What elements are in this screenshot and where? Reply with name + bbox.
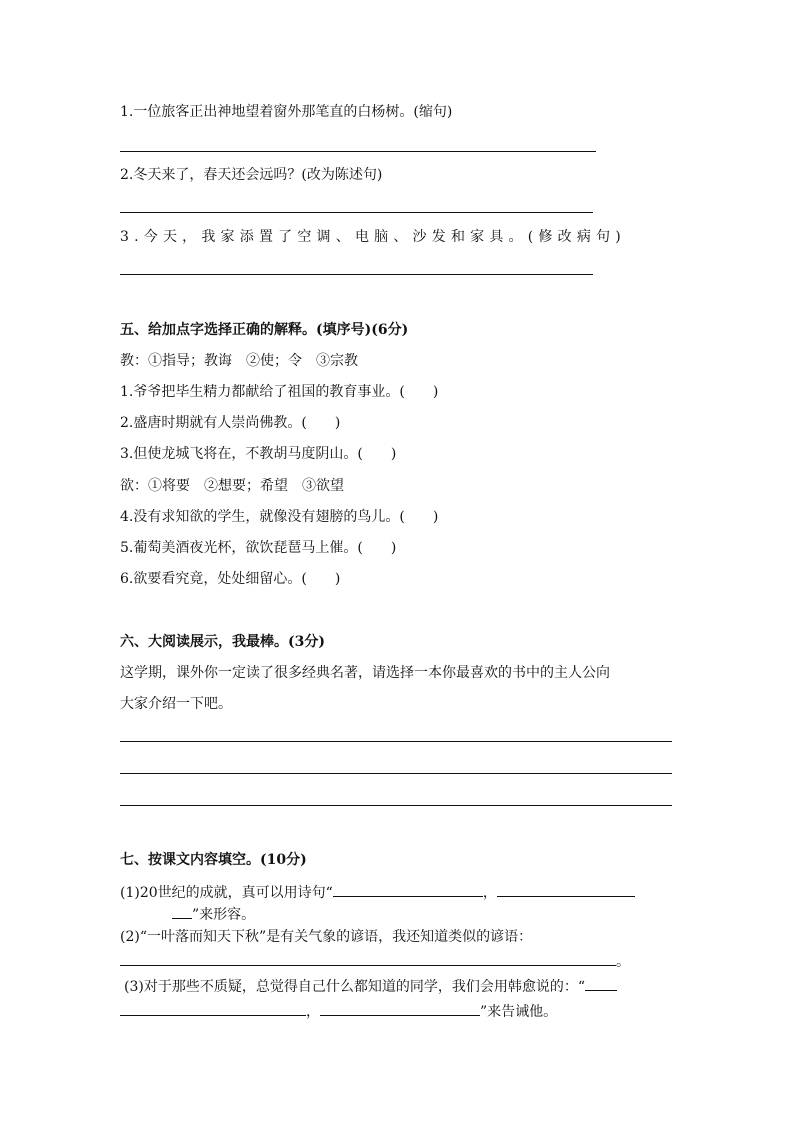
close-paren: ) <box>432 384 439 400</box>
quote-blank-2[interactable] <box>320 1001 480 1016</box>
yu-options: 欲：①将要 ②想要；希望 ③欲望 <box>120 478 344 494</box>
section6-prompt-line1: 这学期，课外你一定读了很多经典名著，请选择一本你最喜欢的书中的主人公向 <box>120 665 610 681</box>
writing-line-2[interactable] <box>120 773 672 774</box>
writing-line-3[interactable] <box>120 805 672 806</box>
section5-item-3 <box>120 444 396 464</box>
section5-title: 五、给加点字选择正确的解释。(填序号)(6分) <box>120 322 409 338</box>
section5-item-1-text: 1.爷爷把毕生精力都献给了祖国的教育事业。( <box>120 384 405 400</box>
period: 。 <box>616 954 630 970</box>
section5-item-2-text: 2.盛唐时期就有人崇尚佛教。( <box>120 415 307 431</box>
section5-item-4-text: 4.没有求知欲的学生，就像没有翅膀的鸟儿。( <box>120 509 405 525</box>
section5-item-6 <box>120 569 340 589</box>
close-paren: ) <box>390 540 397 556</box>
comma: ， <box>482 885 497 901</box>
section5-item-2 <box>120 413 340 433</box>
section5-item-1 <box>120 382 438 402</box>
section7-q1-text: (1)20世纪的成就，真可以用诗句“ <box>120 885 333 901</box>
section7-q3-cont <box>120 1001 557 1022</box>
close-paren: ) <box>334 571 341 587</box>
section5-item-5 <box>120 538 396 558</box>
section5-item-4 <box>120 507 438 527</box>
section7-q2: (2)“一叶落而知天下秋”是有关气象的谚语，我还知道类似的谚语： <box>120 929 533 945</box>
section7-q2-answer <box>120 951 630 972</box>
sentence-q3: 3.今天，我家添置了空调、电脑、沙发和家具。(修改病句) <box>120 229 626 245</box>
section7-q3 <box>124 976 617 997</box>
section5-item-6-text: 6.欲要看究竟，处处细留心。( <box>120 571 307 587</box>
quote-blank-1[interactable] <box>585 976 617 991</box>
answer-line-q3[interactable] <box>120 274 593 275</box>
section7-q1-cont <box>172 904 255 925</box>
comma: ， <box>306 1004 320 1020</box>
section7-title: 七、按课文内容填空。(10分) <box>120 852 307 868</box>
writing-line-1[interactable] <box>120 741 672 742</box>
close-paren: ) <box>390 446 397 462</box>
section5-item-5-text: 5.葡萄美酒夜光杯，欲饮琵琶马上催。( <box>120 540 363 556</box>
answer-line-q1[interactable] <box>120 151 596 152</box>
section7-q1 <box>120 882 635 903</box>
section7-q1-end: ”来形容。 <box>192 907 256 923</box>
poem-blank-2-cont[interactable] <box>172 904 192 919</box>
poem-blank-1[interactable] <box>333 882 483 897</box>
jiao-options: 教：①指导；教诲 ②使；令 ③宗教 <box>120 353 358 369</box>
close-paren: ) <box>432 509 439 525</box>
poem-blank-2[interactable] <box>497 882 635 897</box>
section7-q3-text: (3)对于那些不质疑，总觉得自己什么都知道的同学，我们会用韩愈说的：“ <box>124 979 585 995</box>
section6-prompt-line2: 大家介绍一下吧。 <box>120 696 232 712</box>
close-paren: ) <box>334 415 341 431</box>
sentence-q2: 2.冬天来了，春天还会远吗？(改为陈述句) <box>120 167 383 183</box>
answer-line-q2[interactable] <box>120 212 593 213</box>
sentence-q1: 1.一位旅客正出神地望着窗外那笔直的白杨树。(缩句) <box>120 104 453 120</box>
section6-title: 六、大阅读展示，我最棒。(3分) <box>120 634 325 650</box>
section5-item-3-text: 3.但使龙城飞将在，不教胡马度阴山。( <box>120 446 363 462</box>
section7-q3-end: ”来告诫他。 <box>480 1004 558 1020</box>
proverb-blank[interactable] <box>120 951 616 966</box>
quote-blank-1-cont[interactable] <box>120 1001 306 1016</box>
